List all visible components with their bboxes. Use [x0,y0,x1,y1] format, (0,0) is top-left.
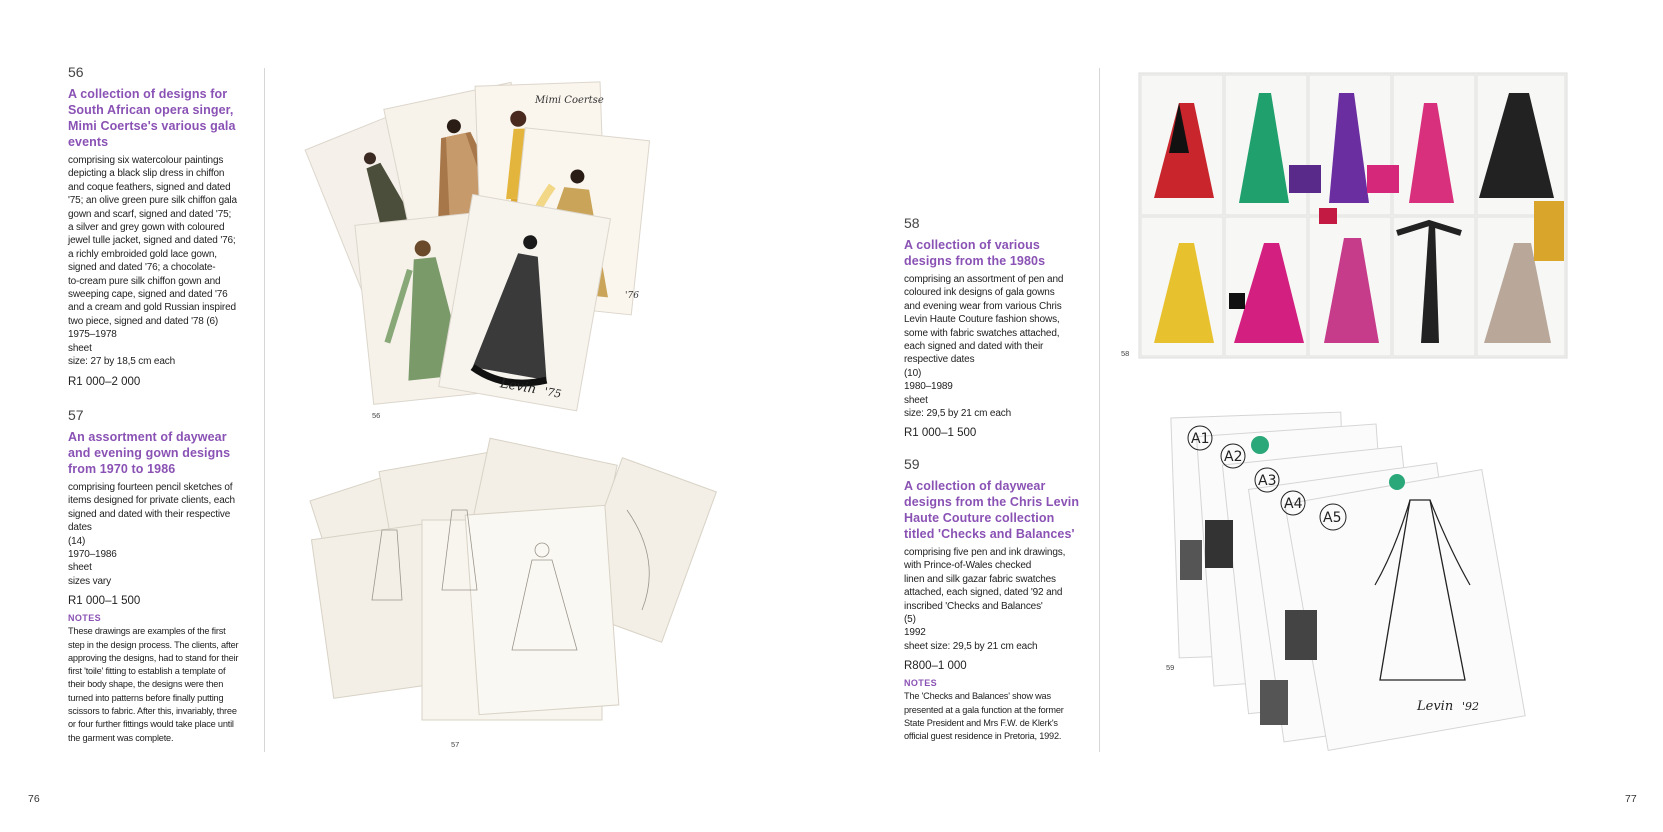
check-swatch [1260,680,1288,725]
sheet-label: A1 [1191,431,1210,447]
lot-57-image [302,440,722,740]
title-line: A collection of various [904,238,1040,252]
desc-line: two piece, signed and dated '78 (6) [68,315,219,327]
desc-line: sweeping cape, signed and dated '76 [68,289,228,301]
desc-line: jewel tulle jacket, signed and dated '76; [68,235,236,247]
notes-line: presented at a gala function at the former [904,704,1064,715]
title-line: South African opera singer, [68,103,234,117]
title-line: designs from the 1980s [904,254,1046,268]
fabric-swatch [1534,201,1564,261]
desc-line: comprising six watercolour paintings [68,155,224,166]
desc-line: a richly embroided gold lace gown, [68,248,217,260]
lot-58-image [1139,73,1567,358]
notes-line: their body shape, the designs were then [68,679,224,690]
notes-heading: NOTES [904,678,938,689]
check-swatch [1205,520,1233,568]
desc-line: sheet size: 29,5 by 21 cm each [904,640,1038,652]
title-line: and evening gown designs [68,446,231,460]
fabric-swatch [1289,165,1321,193]
title-line: A collection of designs for [68,87,228,101]
image-caption: 59 [1166,663,1175,672]
notes-line: scissors to fabric. After this, invariably, three [68,706,237,717]
notes-line: approving the designs, had to stand for their [68,652,239,663]
column-divider-left [264,68,265,752]
sheet-label: A5 [1323,510,1342,526]
sheet-year: '75 [543,385,563,401]
lot-number: 59 [904,456,920,472]
lot-title [68,86,258,150]
notes-line: first 'toile' fitting to establish a template of [68,666,226,677]
page-number-right: 77 [1625,793,1637,805]
check-swatch [1180,540,1202,580]
notes-heading: NOTES [68,613,102,624]
desc-line: some with fabric swatches attached, [904,327,1060,339]
lot-number: 56 [68,64,84,80]
desc-line: with Prince-of-Wales checked [904,560,1032,572]
desc-line: dates [68,522,92,534]
lot-56 [68,64,258,402]
desc-line: '75; an olive green pure silk chiffon gala [68,195,237,207]
notes-line: the garment was complete. [68,732,174,743]
lot-title [904,237,1094,269]
sheet-year: '92 [1462,700,1480,713]
notes-line: State President and Mrs F.W. de Klerk's [904,717,1058,728]
fabric-swatch [1319,208,1337,224]
desc-line: attached, each signed, dated '92 and [904,587,1063,599]
notes-line: step in the design process. The clients, after [68,639,239,650]
lot-number: 58 [904,215,920,231]
notes-line: The 'Checks and Balances' show was [904,691,1051,702]
desc-line: respective dates [904,354,975,366]
lot-price: R1 000–1 500 [904,427,977,440]
lot-57 [68,407,258,745]
sketch-sheet [465,505,619,714]
desc-line: sizes vary [68,575,111,587]
desc-line: and a cream and gold Russian inspired [68,302,236,314]
desc-line: linen and silk gazar fabric swatches [904,573,1056,585]
lot-59-image [1165,410,1525,745]
sheet-label: A3 [1258,473,1277,489]
desc-line: and evening wear from various Chris [904,300,1062,312]
desc-line: (14) [68,535,86,547]
desc-line: sheet [68,342,92,354]
desc-line: depicting a black slip dress in chiffon [68,168,225,180]
title-line: titled 'Checks and Balances' [904,527,1075,541]
fabric-swatch [1367,165,1399,193]
sheet-signature: Mimi Coertse [535,95,604,106]
lot-price: R800–1 000 [904,660,967,673]
notes-body [68,625,258,745]
sheet-label: A4 [1284,496,1303,512]
lot-description [904,546,1094,653]
notes-line: or four further fittings would take place until [68,719,234,730]
lot-59 [904,456,1094,743]
hat-swatch [1251,436,1269,454]
desc-line: 1975–1978 [68,329,117,341]
lot-title [904,478,1094,542]
lot-price: R1 000–1 500 [68,595,141,608]
desc-line: coloured ink designs of gala gowns [904,287,1055,299]
desc-line: size: 29,5 by 21 cm each [904,408,1012,420]
desc-line: and coque feathers, signed and dated [68,181,231,193]
desc-line: 1970–1986 [68,549,117,561]
sheet-year: '76 [625,291,639,301]
lot-description [68,481,258,588]
desc-line: Levin Haute Couture fashion shows, [904,314,1060,326]
desc-line: comprising an assortment of pen and [904,274,1064,285]
desc-line: comprising fourteen pencil sketches of [68,482,233,493]
notes-body [904,690,1094,743]
title-line: from 1970 to 1986 [68,462,176,476]
notes-line: turned into patterns before finally putting [68,692,224,703]
desc-line: size: 27 by 18,5 cm each [68,356,176,368]
image-caption: 56 [372,411,381,420]
lot-description [904,273,1094,420]
artist-signature: Levin [1417,699,1454,714]
notes-line: These drawings are examples of the first [68,626,226,637]
desc-line: 1992 [904,627,926,639]
title-line: Mimi Coertse's various gala [68,119,236,133]
desc-line: each signed and dated with their [904,341,1044,353]
desc-line: 1980–1989 [904,381,953,393]
column-divider-right [1099,68,1100,752]
title-line: designs from the Chris Levin [904,495,1080,509]
title-line: Haute Couture collection [904,511,1055,525]
sheet-label: A2 [1224,449,1243,465]
hat-swatch [1389,474,1405,490]
desc-line: to-cream pure silk chiffon gown and [68,275,221,287]
desc-line: sheet [68,562,92,574]
image-caption: 58 [1121,349,1130,358]
lot-58 [904,215,1094,453]
desc-line: signed and dated with their respective [68,508,231,520]
lot-number: 57 [68,407,84,423]
lot-56-image [310,78,670,438]
page-number-left: 76 [28,793,40,805]
desc-line: a silver and grey gown with coloured [68,222,225,234]
fabric-swatch [1229,293,1245,309]
image-caption: 57 [451,740,460,749]
title-line: events [68,135,109,149]
desc-line: inscribed 'Checks and Balances' [904,600,1043,612]
title-line: A collection of daywear [904,479,1046,493]
lot-title [68,429,258,477]
desc-line: gown and scarf, signed and dated '75; [68,208,232,220]
lot-price: R1 000–2 000 [68,375,141,388]
notes-line: official guest residence in Pretoria, 1992. [904,731,1062,742]
title-line: An assortment of daywear [68,430,227,444]
artist-signature: Levin [498,376,538,398]
check-swatch [1285,610,1317,660]
desc-line: signed and dated '76; a chocolate- [68,262,216,274]
desc-line: (10) [904,367,922,379]
lot-description [68,154,258,369]
desc-line: items designed for private clients, each [68,495,235,507]
desc-line: (5) [904,614,916,626]
desc-line: comprising five pen and ink drawings, [904,547,1066,558]
desc-line: sheet [904,394,928,406]
